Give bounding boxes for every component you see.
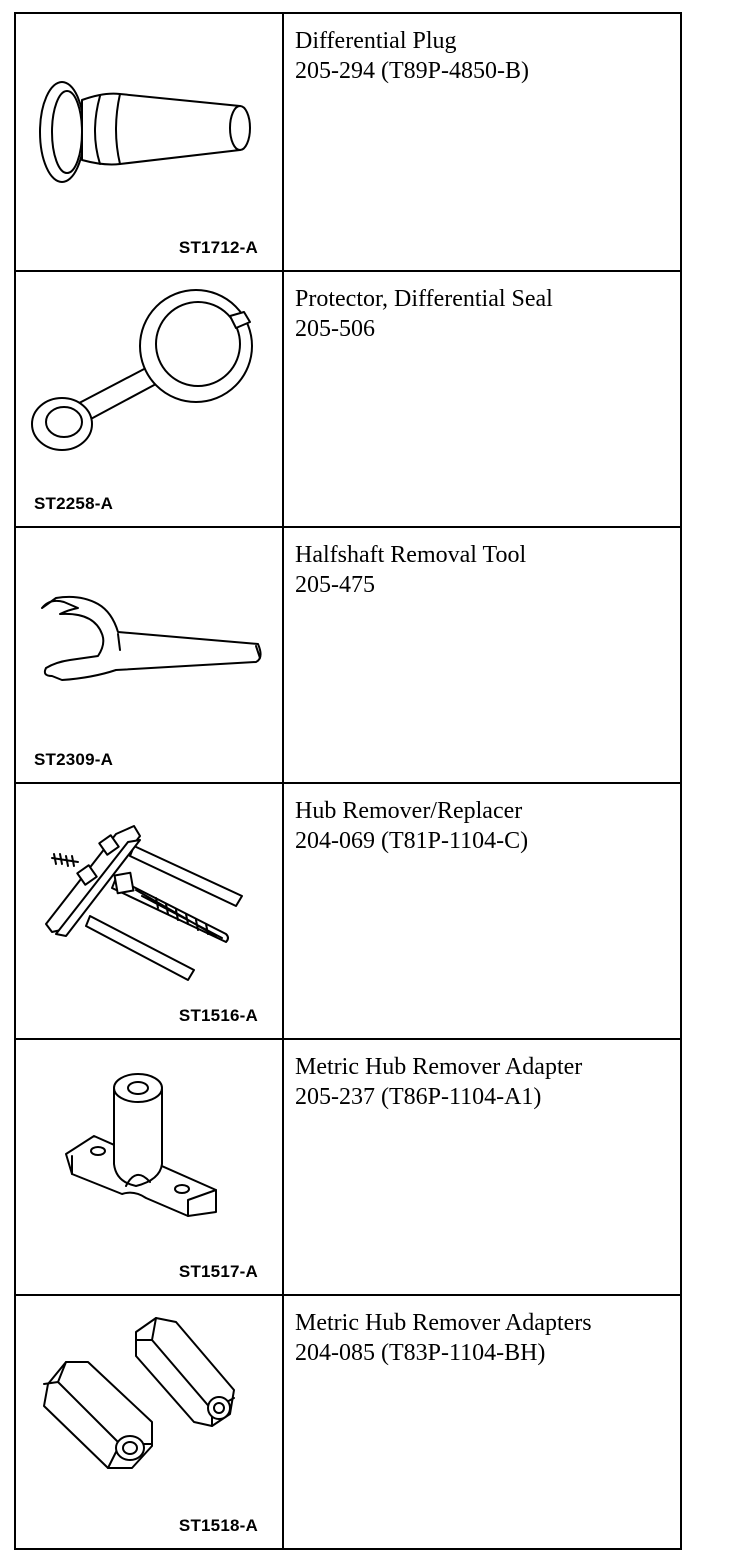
- figure-code: ST1516-A: [178, 1006, 258, 1025]
- tool-row: [16, 14, 680, 272]
- tool-row: [16, 1040, 680, 1296]
- hex-adapters-icon: [16, 1296, 282, 1548]
- tool-name: Metric Hub Remover Adapter: [295, 1054, 583, 1080]
- tool-description: [284, 14, 680, 270]
- tool-name: Halfshaft Removal Tool: [295, 542, 527, 568]
- tool-number: 204-069 (T81P-1104-C): [295, 828, 529, 854]
- tool-number: 205-237 (T86P-1104-A1): [295, 1084, 542, 1110]
- tool-number: 204-085 (T83P-1104-BH): [295, 1340, 546, 1366]
- seal-protector-icon: [16, 272, 282, 526]
- halfshaft-removal-tool-icon: [16, 528, 282, 782]
- tool-illustration-cell: [16, 14, 284, 270]
- tool-description: [284, 1040, 680, 1294]
- figure-code: ST2309-A: [34, 750, 114, 769]
- figure-code: ST1517-A: [178, 1262, 258, 1281]
- tool-row: [16, 528, 680, 784]
- figure-code: ST1712-A: [178, 238, 258, 257]
- tool-number: 205-294 (T89P-4850-B): [295, 58, 529, 84]
- tool-row: [16, 272, 680, 528]
- tool-row: [16, 1296, 680, 1548]
- tool-illustration-cell: [16, 528, 284, 782]
- tool-illustration-cell: [16, 784, 284, 1038]
- tool-name: Hub Remover/Replacer: [295, 798, 523, 824]
- tool-number: 205-475: [295, 572, 375, 598]
- hub-remover-replacer-icon: [16, 784, 282, 1038]
- tool-description: [284, 272, 680, 526]
- tool-name: Differential Plug: [295, 28, 457, 54]
- tool-number: 205-506: [295, 316, 375, 342]
- tool-name: Metric Hub Remover Adapters: [295, 1310, 592, 1336]
- hub-remover-adapter-icon: [16, 1040, 282, 1294]
- figure-code: ST2258-A: [34, 494, 114, 513]
- differential-plug-icon: [16, 14, 282, 270]
- tool-description: [284, 784, 680, 1038]
- tool-description: [284, 1296, 680, 1548]
- tool-name: Protector, Differential Seal: [295, 286, 553, 312]
- tool-illustration-cell: [16, 1040, 284, 1294]
- tool-row: [16, 784, 680, 1040]
- figure-code: ST1518-A: [178, 1516, 258, 1535]
- special-tools-table: [14, 12, 682, 1550]
- tool-description: [284, 528, 680, 782]
- tool-illustration-cell: [16, 1296, 284, 1548]
- tool-illustration-cell: [16, 272, 284, 526]
